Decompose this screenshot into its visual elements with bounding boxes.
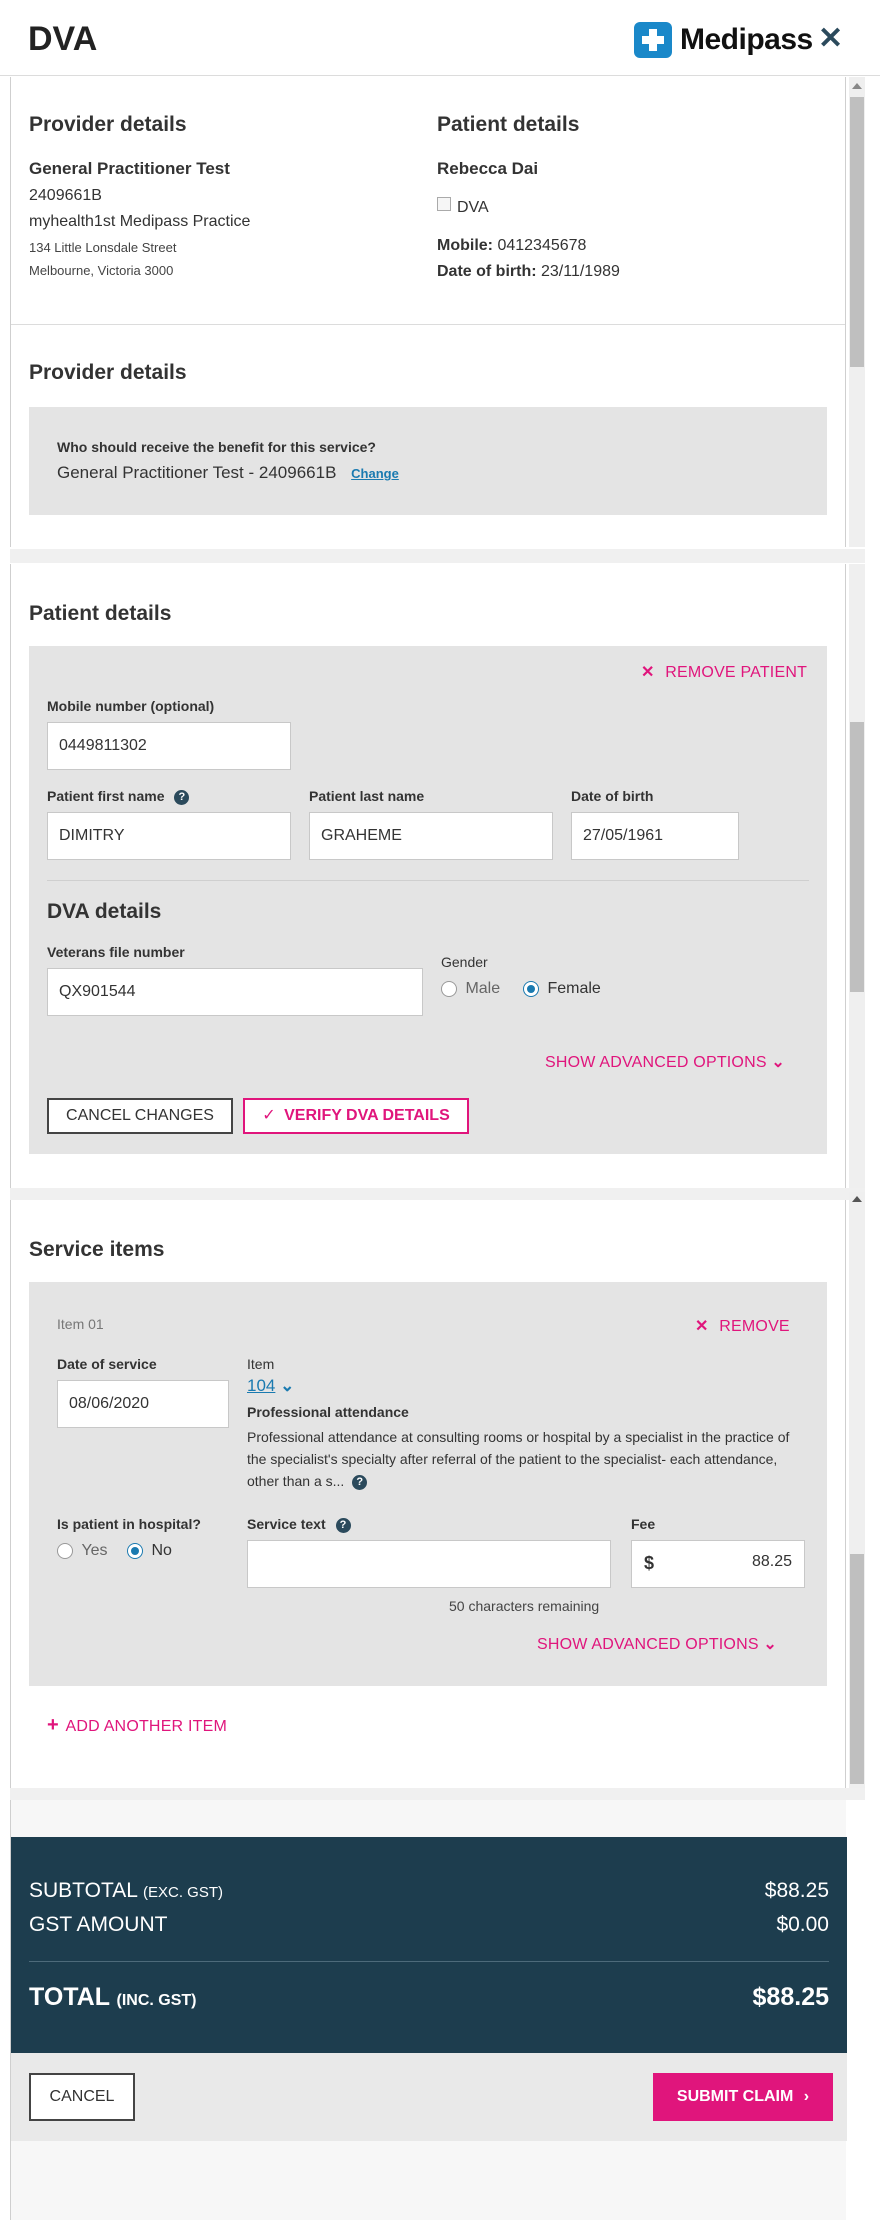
plus-icon: +: [47, 1714, 59, 1736]
patient-summary-heading: Patient details: [437, 113, 580, 136]
total-label: TOTAL: [29, 1983, 110, 2011]
chevron-down-icon: ⌄: [280, 1376, 295, 1395]
total-suffix: (INC. GST): [116, 1992, 197, 2009]
remove-icon: ✕: [695, 1318, 709, 1335]
scrollbar[interactable]: [849, 564, 865, 1188]
remove-item-label: REMOVE: [719, 1318, 790, 1335]
section-gap: [10, 1188, 865, 1200]
benefit-payee: General Practitioner Test - 2409661B: [57, 463, 337, 482]
modal-title: DVA: [28, 20, 98, 58]
cancel-label: CANCEL: [49, 2088, 115, 2105]
section-gap: [10, 549, 865, 563]
cancel-changes-label: CANCEL CHANGES: [66, 1107, 214, 1124]
section-gap: [10, 1788, 865, 1800]
cancel-changes-button[interactable]: [47, 1098, 233, 1134]
footer-bar: [11, 2053, 847, 2141]
gender-female-option[interactable]: [523, 980, 601, 998]
cancel-button[interactable]: [29, 2073, 135, 2121]
divider: [47, 880, 809, 881]
chevron-right-icon: ›: [803, 2088, 810, 2105]
service-text-label-row: [247, 1516, 351, 1533]
male-radio[interactable]: [441, 981, 457, 997]
date-of-service-field[interactable]: 08/06/2020: [57, 1380, 229, 1428]
gst-value: $0.00: [776, 1913, 829, 1936]
scroll-thumb[interactable]: [850, 97, 864, 367]
benefit-question: Who should receive the benefit for this service?: [57, 439, 376, 455]
female-radio[interactable]: [523, 981, 539, 997]
chevron-down-icon: ⌄: [771, 1054, 785, 1071]
patient-mobile-value: 0412345678: [497, 237, 587, 254]
scrollbar[interactable]: [849, 77, 865, 547]
provider-summary-heading: Provider details: [29, 113, 187, 136]
summary-panel: [10, 77, 846, 547]
item-description-row: [247, 1426, 793, 1492]
hospital-yes-option[interactable]: [57, 1542, 108, 1560]
provider-section-heading: Provider details: [29, 361, 187, 384]
gender-label: Gender: [441, 954, 488, 970]
patient-section-heading: Patient details: [29, 602, 172, 625]
last-name-label: Patient last name: [309, 788, 425, 804]
modal-header: [0, 0, 880, 76]
chars-remaining: 50 characters remaining: [449, 1598, 600, 1614]
veterans-label: Veterans file number: [47, 944, 185, 960]
no-radio[interactable]: [127, 1543, 143, 1559]
veterans-field[interactable]: QX901544: [47, 968, 423, 1016]
user-check-icon: ✓: [262, 1107, 276, 1124]
gst-label: GST AMOUNT: [29, 1913, 168, 1936]
scrollbar[interactable]: [849, 1192, 865, 1788]
gender-male-option[interactable]: [441, 980, 500, 998]
subtotal-label: SUBTOTAL: [29, 1879, 138, 1902]
scroll-up-icon[interactable]: [852, 1196, 862, 1202]
item-code: 104: [247, 1376, 276, 1395]
service-panel: [10, 1200, 846, 1788]
scroll-thumb[interactable]: [850, 722, 864, 992]
scroll-thumb[interactable]: [850, 1554, 864, 1784]
service-item-box: [29, 1282, 827, 1686]
address-line-2: Melbourne, Victoria 3000: [29, 263, 174, 278]
service-text-label: Service text: [247, 1516, 326, 1532]
subtotal-suffix: (EXC. GST): [142, 1884, 223, 1901]
item-code-dropdown[interactable]: [247, 1376, 294, 1396]
practice-name: myhealth1st Medipass Practice: [29, 213, 251, 230]
patient-name: Rebecca Dai: [437, 159, 539, 178]
show-advanced-options-button[interactable]: [545, 1052, 785, 1072]
show-advanced-options-button[interactable]: [537, 1634, 777, 1654]
fee-label: Fee: [631, 1516, 656, 1532]
fund-badge-label: DVA: [457, 199, 489, 216]
totals-panel: [10, 1800, 846, 2220]
change-link[interactable]: Change: [351, 466, 399, 481]
service-text-field[interactable]: [247, 1540, 611, 1588]
patient-mobile-label: Mobile:: [437, 237, 493, 254]
totals-box: [11, 1837, 847, 2053]
remove-patient-label: REMOVE PATIENT: [665, 664, 808, 681]
verify-dva-label: VERIFY DVA DETAILS: [284, 1107, 450, 1124]
service-section-heading: Service items: [29, 1238, 165, 1261]
dob-field[interactable]: 27/05/1961: [571, 812, 739, 860]
patient-dob-value: 23/11/1989: [541, 263, 620, 280]
benefit-payee-row: [57, 463, 399, 483]
add-item-button[interactable]: [47, 1714, 227, 1737]
help-icon[interactable]: ?: [174, 790, 189, 805]
male-label: Male: [465, 980, 501, 997]
close-icon[interactable]: ✕: [818, 22, 844, 55]
show-advanced-label: SHOW ADVANCED OPTIONS: [545, 1054, 767, 1071]
patient-dob-row: [437, 263, 620, 281]
last-name-field[interactable]: GRAHEME: [309, 812, 553, 860]
fee-field[interactable]: [631, 1540, 805, 1588]
hospital-no-option[interactable]: [127, 1542, 172, 1560]
fee-value: 88.25: [751, 1553, 792, 1570]
female-label: Female: [547, 980, 601, 997]
item-title: Professional attendance: [247, 1404, 409, 1420]
remove-patient-button[interactable]: [641, 662, 807, 682]
add-item-label: ADD ANOTHER ITEM: [65, 1718, 227, 1735]
provider-name: General Practitioner Test: [29, 159, 230, 178]
remove-item-button[interactable]: [695, 1316, 790, 1336]
mobile-label: Mobile number (optional): [47, 698, 215, 714]
medipass-logo: [634, 22, 813, 58]
yes-radio[interactable]: [57, 1543, 73, 1559]
patient-panel: [10, 564, 846, 1188]
item-number: Item 01: [57, 1316, 104, 1332]
no-label: No: [151, 1542, 172, 1559]
yes-label: Yes: [81, 1542, 108, 1559]
benefit-box: [29, 407, 827, 515]
hospital-label: Is patient in hospital?: [57, 1516, 201, 1532]
currency-symbol: $: [644, 1553, 655, 1573]
total-value: $88.25: [752, 1983, 829, 2011]
patient-form-box: [29, 646, 827, 1154]
divider: [11, 324, 845, 325]
chevron-down-icon: ⌄: [763, 1636, 777, 1653]
item-description: Professional attendance at consulting rooms or hospital by a specialist in the practice of the specialist's specialty after referral of the patient to the specialist- each attendance, other than a s...: [247, 1429, 790, 1489]
item-field-label: Item: [247, 1356, 275, 1372]
show-advanced-label: SHOW ADVANCED OPTIONS: [537, 1636, 759, 1653]
subtotal-row: [29, 1879, 223, 1903]
submit-claim-button[interactable]: [653, 2073, 833, 2121]
mobile-field[interactable]: 0449811302: [47, 722, 291, 770]
address-line-1: 134 Little Lonsdale Street: [29, 240, 177, 255]
divider: [29, 1961, 829, 1962]
provider-number: 2409661B: [29, 187, 102, 204]
date-of-service-label: Date of service: [57, 1356, 157, 1372]
help-icon[interactable]: ?: [336, 1518, 351, 1533]
help-icon[interactable]: ?: [352, 1475, 367, 1490]
subtotal-value: $88.25: [764, 1879, 829, 1902]
first-name-label-row: [47, 788, 189, 805]
dob-label: Date of birth: [571, 788, 654, 804]
brand-name: Medipass: [680, 23, 813, 56]
total-row: [29, 1983, 197, 2012]
patient-dob-label: Date of birth:: [437, 263, 537, 280]
broken-image-icon: [437, 197, 451, 211]
first-name-field[interactable]: DIMITRY: [47, 812, 291, 860]
medipass-cross-icon: [634, 22, 672, 58]
patient-mobile-row: [437, 237, 586, 255]
first-name-label: Patient first name: [47, 788, 165, 804]
fund-badge: [437, 191, 489, 217]
scroll-up-icon[interactable]: [852, 83, 862, 89]
dva-heading: DVA details: [47, 900, 162, 923]
verify-dva-button[interactable]: [243, 1098, 469, 1134]
submit-claim-label: SUBMIT CLAIM: [676, 2088, 794, 2105]
remove-icon: ✕: [641, 664, 655, 681]
